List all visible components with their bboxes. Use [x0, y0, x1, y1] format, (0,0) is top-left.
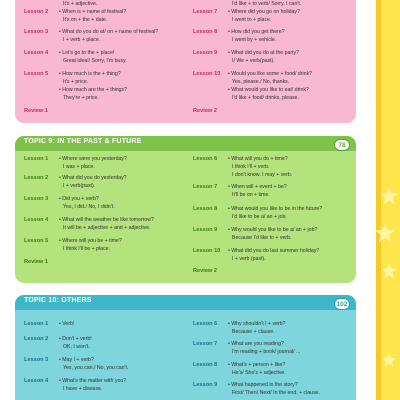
lesson-label: Review 2 [193, 268, 217, 274]
lesson-label: Review 1 [24, 108, 48, 114]
lesson-line: • Verb! [59, 321, 75, 327]
lesson-line: It'll be on + time. [232, 192, 270, 198]
lesson-label: Lesson 8 [193, 29, 218, 35]
lesson-line: I went by + vehicle. [232, 37, 277, 43]
lesson-label: Lesson 4 [24, 378, 49, 384]
lesson-line: • What would you like to eat/ drink? [228, 87, 309, 93]
lesson-line: Yes, I did./ No, I didn't. [63, 204, 115, 210]
topic-header [15, 136, 356, 151]
lesson-line: I + verb(past). [63, 183, 96, 189]
lesson-line: • What do you do at/ on + name of festival? [59, 29, 159, 35]
lesson-line: It's + adjective. [63, 1, 98, 7]
lesson-label: Lesson 6 [193, 321, 218, 327]
lesson-line: I'm reading + book/ journal/ ... [232, 349, 301, 355]
lesson-line: • What did you do at the party? [228, 50, 300, 56]
lesson-line: It will be + adjective + and + adjective. [63, 225, 151, 231]
star-icon [374, 222, 396, 244]
lesson-label: Lesson 2 [24, 336, 49, 342]
lesson-line: I was + place. [63, 164, 95, 170]
lesson-label: Lesson 9 [193, 227, 218, 233]
lesson-line: I + verb (past). [232, 256, 266, 262]
lesson-line: Great idea!/ Sorry, I'm busy. [63, 58, 127, 64]
lesson-line: It's on + the + date. [63, 17, 108, 23]
lesson-label: Lesson 9 [193, 50, 218, 56]
lesson-line: Yes, please./ No, thanks. [232, 79, 290, 85]
lesson-label: Review 2 [193, 108, 217, 114]
lesson-label: Lesson 7 [193, 9, 218, 15]
lesson-label: Lesson 1 [24, 321, 49, 327]
topic-card-blue [15, 295, 356, 400]
lesson-line: • How much is the + thing? [59, 71, 121, 77]
lesson-line: I think I'll + verb. [232, 164, 270, 170]
lesson-label: Lesson 10 [193, 248, 221, 254]
lesson-line: I think I'll be + place. [63, 246, 110, 252]
lesson-line: • What would you like to be in the future? [228, 206, 323, 212]
lesson-line: First/ Then/ Next/ In the end, + clause. [232, 390, 320, 396]
lesson-line: • Where did you go on holiday? [228, 9, 300, 15]
lesson-label: Lesson 3 [24, 357, 49, 363]
page-number-badge: 102 [334, 298, 350, 310]
star-icon [379, 186, 399, 206]
star-icon [380, 262, 398, 280]
lesson-line: • Would you like some + food/ drink? [228, 71, 313, 77]
lesson-line: • What are you reading? [228, 341, 284, 347]
lesson-line: I don't know. I may + verb. [232, 172, 293, 178]
side-decoration-band [376, 0, 400, 400]
lesson-line: • May I + verb? [59, 357, 94, 363]
lesson-label: Review 1 [24, 259, 48, 265]
lesson-line: I have + disease. [63, 386, 103, 392]
lesson-line: I'd like to be a/ an + job. [232, 214, 287, 220]
lesson-label: Lesson 6 [193, 156, 218, 162]
lesson-label: Lesson 3 [24, 29, 49, 35]
lesson-line: • What did you do yesterday? [59, 175, 127, 181]
lesson-line: • Where were you yesterday? [59, 156, 127, 162]
lesson-line: He's/ She's + adjective. [232, 370, 286, 376]
lesson-label: Lesson 5 [24, 238, 49, 244]
lesson-line: • What happened in the story? [228, 382, 298, 388]
lesson-line: • When is + name of festival? [59, 9, 127, 15]
lesson-line: I went to + place. [232, 17, 272, 23]
lesson-line: I'd like + food/ drinks, please. [232, 95, 299, 101]
lesson-line: • Why would you like to be a/ an + job? [228, 227, 318, 233]
topic-title: TOPIC 10: OTHERS [24, 297, 92, 304]
lesson-label: Lesson 5 [24, 71, 49, 77]
lesson-line: • When will + event + be? [228, 184, 287, 190]
lesson-line: • What's + person + like? [228, 362, 286, 368]
lesson-line: I'd like + to verb/ Sorry, I can't. [232, 1, 302, 7]
lesson-label: Lesson 2 [24, 9, 49, 15]
topic-header [15, 295, 356, 310]
lesson-line: • Why shouldn't I + verb? [228, 321, 286, 327]
topic-card-green [15, 136, 356, 283]
star-icon [381, 352, 397, 368]
lesson-label: Lesson 7 [193, 341, 218, 347]
lesson-line: • Where will you be + time? [59, 238, 122, 244]
lesson-line: • Don't + verb! [59, 336, 92, 342]
lesson-line: Yes, you can./ No, you can't. [63, 365, 129, 371]
lesson-line: • What will you do + time? [228, 156, 288, 162]
lesson-label: Lesson 3 [24, 196, 49, 202]
lesson-label: Lesson 4 [24, 50, 49, 56]
lesson-label: Lesson 7 [193, 184, 218, 190]
lesson-line: • How much are the + things? [59, 87, 127, 93]
lesson-line: • How did you get there? [228, 29, 285, 35]
lesson-label: Lesson 8 [193, 362, 218, 368]
lesson-line: • Did you + verb? [59, 196, 99, 202]
lesson-line: • What's the matter with you? [59, 378, 127, 384]
topic-card-pink [15, 0, 356, 123]
lesson-label: Lesson 9 [193, 382, 218, 388]
lesson-line: They're + price. [63, 95, 99, 101]
lesson-line: OK, I won't. [63, 344, 90, 350]
lesson-label: Lesson 4 [24, 217, 49, 223]
lesson-label: Lesson 10 [193, 71, 221, 77]
topic-title: TOPIC 9: IN THE PAST & FUTURE [24, 138, 142, 145]
lesson-line: I + verb + place. [63, 37, 101, 43]
lesson-line: • What will the weather be like tomorrow? [59, 217, 154, 223]
lesson-line: Because + clause. [232, 329, 275, 335]
lesson-line: It's + price. [63, 79, 89, 85]
lesson-label: Lesson 2 [24, 175, 49, 181]
lesson-line: • What did you do last summer holiday? [228, 248, 320, 254]
page-number-badge: 78 [334, 139, 350, 151]
lesson-line: • Let's go to the + place! [59, 50, 115, 56]
lesson-label: Lesson 8 [193, 206, 218, 212]
lesson-label: Lesson 1 [24, 156, 49, 162]
lesson-line: Because I'd like to + verb. [232, 235, 292, 241]
lesson-line: I/ We + verb(past). [232, 58, 275, 64]
